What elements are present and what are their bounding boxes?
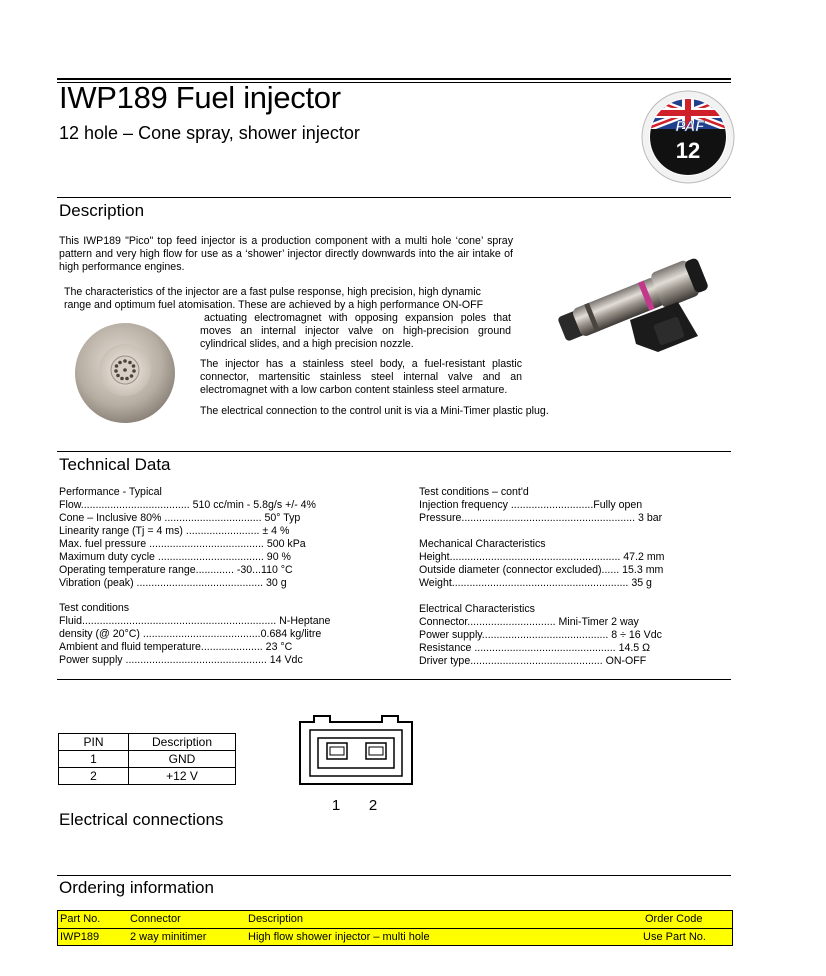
- spec-row: Connector.............................. Mini-Timer 2 way: [419, 616, 639, 628]
- technical-bottom-rule: [57, 679, 731, 680]
- pin-cell: 1: [59, 751, 129, 768]
- description-char-line2: range and optimum fuel atomisation. These are achieved by a high performance ON-OFF: [64, 299, 484, 311]
- description-electrical: The electrical connection to the control unit is via a Mini-Timer plastic plug.: [200, 405, 549, 417]
- test-conditions-block: [59, 602, 330, 667]
- connector-label-1: 1: [331, 797, 341, 814]
- spec-row: Injection frequency ............................Fully open: [419, 499, 643, 511]
- description-rule: [57, 197, 731, 198]
- description-char-line1: The characteristics of the injector are a fast pulse response, high precision, high dynamic: [64, 286, 481, 298]
- spec-row: Power supply ................................................ 14 Vdc: [59, 654, 303, 666]
- spec-row: Driver type............................................. ON-OFF: [419, 655, 647, 667]
- spec-row: Operating temperature range............. -30...110 °C: [59, 564, 293, 576]
- spec-row: density (@ 20°C) ........................................0.684 kg/litre: [59, 628, 322, 640]
- spec-row: Power supply........................................... 8 ÷ 16 Vdc: [419, 629, 662, 641]
- spec-row: Maximum duty cycle .................................... 90 %: [59, 551, 291, 563]
- pin-cell: 2: [59, 768, 129, 785]
- spec-row: Fluid.................................................................. N-Heptane: [59, 615, 331, 627]
- technical-heading: Technical Data: [59, 455, 171, 474]
- pin-header: PIN: [59, 734, 129, 751]
- description-intro: This IWP189 "Pico" top feed injector is a production component with a multi hole ‘cone’ spray pattern and very high flow for use as a ‘shower’ injector directly downwards into the air intake of high performance engines.: [59, 235, 513, 273]
- test-conditions-heading: Test conditions: [59, 602, 130, 614]
- pin-desc-cell: GND: [129, 751, 236, 768]
- ordering-header-description: Description: [248, 913, 304, 925]
- connector-label-2: 2: [368, 797, 378, 814]
- injector-image: [548, 240, 718, 355]
- ordering-part: IWP189: [60, 931, 100, 943]
- nozzle-image: [74, 322, 176, 424]
- ordering-connector: 2 way minitimer: [130, 931, 207, 943]
- technical-rule: [57, 451, 731, 452]
- ordering-table: [57, 910, 733, 946]
- electrical-block: [419, 603, 662, 668]
- spec-row: Flow..................................... 510 cc/min - 5.8g/s +/- 4%: [59, 499, 316, 511]
- ordering-rule: [57, 875, 731, 876]
- performance-heading: Performance - Typical: [59, 486, 162, 498]
- spec-row: Weight............................................................ 35 g: [419, 577, 652, 589]
- spec-row: Cone – Inclusive 80% ................................. 50° Typ: [59, 512, 301, 524]
- ordering-header-code: Order Code: [645, 913, 703, 925]
- description-heading: Description: [59, 201, 145, 220]
- performance-block: [59, 486, 316, 590]
- description-header: Description: [129, 734, 236, 751]
- spec-row: Pressure........................................................... 3 bar: [419, 512, 663, 524]
- pin-desc-cell: +12 V: [129, 768, 236, 785]
- ordering-header-part: Part No.: [60, 913, 101, 925]
- spec-row: Outside diameter (connector excluded)...... 15.3 mm: [419, 564, 664, 576]
- page-subtitle: 12 hole – Cone spray, shower injector: [59, 123, 360, 143]
- ordering-code: Use Part No.: [643, 931, 706, 943]
- page-title: IWP189 Fuel injector: [59, 80, 341, 115]
- logo-number-text: 12: [675, 138, 701, 163]
- mechanical-heading: Mechanical Characteristics: [419, 538, 546, 550]
- mechanical-block: [419, 538, 665, 590]
- spec-row: Ambient and fluid temperature..................... 23 °C: [59, 641, 293, 653]
- ordering-description: High flow shower injector – multi hole: [248, 931, 430, 943]
- ordering-divider: [58, 928, 732, 929]
- pin-table: [58, 733, 236, 785]
- logo-brand-text: PAF: [675, 118, 705, 135]
- connector-diagram: [296, 714, 416, 814]
- description-body: The injector has a stainless steel body, a fuel-resistant plastic connector, martensitic stainless steel internal valve and an electromagnet with a low carbon content stainless steel armature.: [200, 358, 522, 396]
- test-contd-heading: Test conditions – cont'd: [419, 486, 529, 498]
- description-char-rest: actuating electromagnet with opposing expansion poles that moves an internal injector valve on high-precision ground cylindrical slides, and a high precision nozzle.: [200, 312, 511, 350]
- spec-row: Linearity range (Tj = 4 ms) ......................... ± 4 %: [59, 525, 290, 537]
- spec-row: Resistance ................................................ 14.5 Ω: [419, 642, 651, 654]
- ordering-heading: Ordering information: [59, 878, 214, 897]
- spec-row: Vibration (peak) ........................................... 30 g: [59, 577, 287, 589]
- spec-row: Height.......................................................... 47.2 mm: [419, 551, 665, 563]
- test-contd-block: [419, 486, 662, 525]
- electrical-connections-heading: Electrical connections: [59, 810, 224, 829]
- paf-logo: [636, 89, 740, 185]
- electrical-heading: Electrical Characteristics: [419, 603, 535, 615]
- spec-row: Max. fuel pressure ....................................... 500 kPa: [59, 538, 306, 550]
- ordering-header-connector: Connector: [130, 913, 181, 925]
